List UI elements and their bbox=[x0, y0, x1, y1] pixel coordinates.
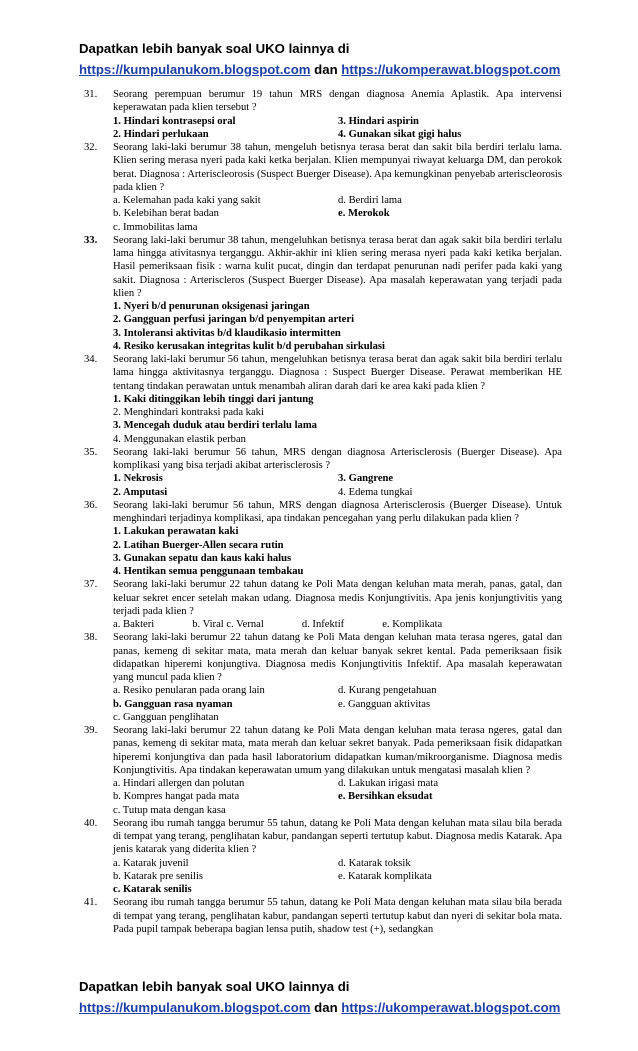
option: 1. Kaki ditinggikan lebih tinggi dari jantung bbox=[113, 393, 314, 405]
question-number: 41. bbox=[84, 897, 98, 909]
option: d. Kurang pengetahuan bbox=[338, 685, 437, 697]
question-number: 38. bbox=[84, 632, 98, 644]
question-stem: Seorang laki-laki berumur 56 tahun, mengeluhkan betisnya terasa berat dan agak sakit bila berdiri terlalu lama hingga aktivitasnya terganggu. Diagnosa : Suspect Buerger Disease. Perawat memberikan HE tentang tindakan perawatan untuk menambah aliran darah dari ke area kaki pada klien ? bbox=[113, 354, 562, 392]
option: 2. Gangguan perfusi jaringan b/d penyempitan arteri bbox=[113, 314, 355, 326]
page-header bbox=[79, 38, 599, 80]
header-promo-text: Dapatkan lebih banyak soal UKO lainnya di bbox=[79, 41, 350, 56]
header-link-kumpulanukom[interactable]: https://kumpulanukom.blogspot.com bbox=[79, 62, 311, 77]
question-stem: Seorang laki-laki berumur 56 tahun, MRS dengan diagnosa Arterisclerosis (Buerger Disease). Untuk menghindari terjadinya komplikasi, apa tindakan pencegahan yang perlu dilakukan pada klien ? bbox=[113, 499, 562, 524]
option-row bbox=[113, 115, 562, 128]
option: d. Berdiri lama bbox=[338, 195, 402, 206]
option: b. Viral c. Vernal bbox=[192, 619, 264, 630]
option-row bbox=[113, 698, 562, 711]
footer-links bbox=[79, 997, 599, 1018]
option: b. Kompres hangat pada mata bbox=[113, 791, 240, 803]
question-34 bbox=[84, 353, 562, 446]
header-links bbox=[79, 59, 599, 80]
option: d. Katarak toksik bbox=[338, 857, 411, 869]
question-number: 35. bbox=[84, 446, 98, 458]
footer-conjunction: dan bbox=[310, 1000, 342, 1015]
option-row bbox=[113, 486, 562, 499]
option: a. Bakteri bbox=[113, 619, 155, 630]
question-stem: Seorang laki-laki berumur 56 tahun, MRS dengan diagnosa Arterisclerosis (Buerger Disease). Apa komplikasi yang bisa terjadi akibat arterisclerosis ? bbox=[113, 446, 562, 471]
question-stem: Seorang laki-laki berumur 38 tahun, mengeluh betisnya terasa berat dan sakit bila berdiri terlalu lama. Klien sering merasa nyeri pada kaki ketka berjalan. Klien mempunyai riwayat keluarga DM, dan perokok berat. Diagnosa : Arteriscleorosis (Suspect Buerger Disease). Apa kemungkinan penyebab arteriscleorosis pada klien ? bbox=[113, 142, 562, 193]
option: 1. Nekrosis bbox=[113, 473, 163, 485]
option: 1. Nyeri b/d penurunan oksigenasi jaringan bbox=[113, 301, 310, 312]
option-row bbox=[113, 777, 562, 790]
page-footer bbox=[79, 976, 599, 1018]
option: 1. Lakukan perawatan kaki bbox=[113, 526, 239, 538]
question-number: 32. bbox=[84, 142, 98, 153]
question-37 bbox=[84, 578, 562, 631]
option-row bbox=[113, 711, 562, 724]
question-stem: Seorang laki-laki berumur 22 tahun datang ke Poli Mata dengan keluhan mata terasa ngeres, gatal dan panas, kemeng di sekitar mata, mata merah dan keluar sekret banyak. Pada pemeriksaan fisik didapatkan hiperemi konjungtiva dan pada hasil laboratorium didapatkan kuman/mikroorganisme. Diagnosa medis Konjungtivitis. Apa tindakan keperawatan umum yang dilakukan untuk mengatasi masalah klien ? bbox=[113, 725, 562, 776]
question-40 bbox=[84, 817, 562, 897]
option: 2. Menghindari kontraksi pada kaki bbox=[113, 407, 264, 418]
question-stem: Seorang perempuan berumur 19 tahun MRS dengan diagnosa Anemia Aplastik. Apa intervensi keperawatan pada klien tersebut ? bbox=[113, 89, 562, 114]
option: e. Katarak komplikata bbox=[338, 870, 432, 882]
question-33 bbox=[84, 234, 562, 353]
option-row bbox=[113, 128, 562, 141]
option: 4. Gunakan sikat gigi halus bbox=[338, 128, 462, 140]
option-answer: b. Gangguan rasa nyaman bbox=[113, 698, 233, 710]
question-36 bbox=[84, 499, 562, 579]
question-number: 40. bbox=[84, 817, 98, 829]
option: 3. Mencegah duduk atau berdiri terlalu lama bbox=[113, 420, 317, 432]
question-list bbox=[84, 88, 562, 936]
option-row bbox=[113, 790, 562, 803]
option-answer: c. Katarak senilis bbox=[113, 884, 192, 895]
option-row bbox=[113, 207, 562, 220]
option: 3. Hindari aspirin bbox=[338, 115, 419, 127]
option: c. Tutup mata dengan kasa bbox=[113, 804, 226, 816]
question-35 bbox=[84, 446, 562, 499]
question-number: 36. bbox=[84, 499, 98, 511]
question-number: 37. bbox=[84, 579, 98, 591]
question-41 bbox=[84, 896, 562, 936]
option: 3. Gangrene bbox=[338, 473, 394, 485]
question-number: 31. bbox=[84, 89, 98, 100]
question-stem: Seorang laki-laki berumur 22 tahun datang ke Poli Mata dengan keluhan mata terasa ngeres, gatal dan panas, kemeng di sekitar mata, mata merah dan keluar banyak sekret kental. Pada pemeriksaan fisik didapatkan hiperemi konjungtiva. Diagnosa medis Konjungtivitis Infektif. Apa masalah keperawatan yang muncul pada klien ? bbox=[113, 632, 562, 683]
question-stem: Seorang laki-laki berumur 38 tahun, mengeluhkan betisnya terasa berat dan agak sakit bila berdiri terlalu lama hingga ativitasnya terganggu. Akhir-akhir ini klien sering merasa nyeri pada kaki ketika berjalan. Hasil pemeriksaan fisik : warna kulit pucat, dingin dan terdapat penurunan nadi perifer pada kaki yang sakit. Diagnosa : Arteriscleros (Suspect Buerger Disease). Apa masalah keperawatan yang terjadi pada klien ? bbox=[113, 234, 562, 299]
option: b. Kelebihan berat badan bbox=[113, 208, 219, 220]
option-row bbox=[113, 804, 562, 817]
option-row bbox=[113, 194, 562, 207]
option: 1. Hindari kontrasepsi oral bbox=[113, 115, 236, 127]
option: e. Gangguan aktivitas bbox=[338, 698, 431, 710]
option-row bbox=[113, 870, 562, 883]
option: a. Katarak juvenil bbox=[113, 857, 189, 869]
option-row bbox=[113, 472, 562, 485]
option: a. Hindari allergen dan polutan bbox=[113, 778, 245, 789]
option: e. Komplikata bbox=[382, 619, 443, 630]
option: 4. Hentikan semua penggunaan tembakau bbox=[113, 566, 304, 577]
option-row bbox=[113, 857, 562, 870]
question-38 bbox=[84, 631, 562, 724]
question-39 bbox=[84, 724, 562, 817]
option-row bbox=[113, 221, 562, 234]
question-31 bbox=[84, 88, 562, 141]
option: a. Kelemahan pada kaki yang sakit bbox=[113, 195, 261, 206]
option-answer: e. Bersihkan eksudat bbox=[338, 791, 433, 803]
option: c. Immobilitas lama bbox=[113, 221, 198, 233]
question-stem: Seorang laki-laki berumur 22 tahun datang ke Poli Mata dengan keluhan mata merah, panas, gatal, dan keluar sekret encer setelah makan udang. Diagnosa medis Konjungtivitis. Apa jenis konjungtivitis yang terjadi pada klien ? bbox=[113, 579, 562, 617]
question-32 bbox=[84, 141, 562, 234]
question-number: 33. bbox=[84, 234, 98, 246]
option: d. Infektif bbox=[301, 619, 345, 630]
header-link-ukomperawat[interactable]: https://ukomperawat.blogspot.com bbox=[341, 62, 561, 77]
option-answer: e. Merokok bbox=[338, 208, 390, 220]
option: c. Gangguan penglihatan bbox=[113, 711, 219, 723]
option: 4. Menggunakan elastik perban bbox=[113, 433, 246, 445]
question-number: 34. bbox=[84, 354, 98, 365]
footer-promo-text: Dapatkan lebih banyak soal UKO lainnya di bbox=[79, 979, 350, 994]
footer-link-kumpulanukom[interactable]: https://kumpulanukom.blogspot.com bbox=[79, 1000, 311, 1015]
question-stem: Seorang ibu rumah tangga berumur 55 tahun, datang ke Poli Mata dengan keluhan mata silau bila berada di tempat yang terang, penglihatan kabur, pandangan seperti tertutup kabut. Diagnosa medis Katarak. Apa jenis katarak yang diderita klien ? bbox=[113, 817, 562, 856]
header-conjunction: dan bbox=[310, 62, 342, 77]
option: 4. Resiko kerusakan integritas kulit b/d perubahan sirkulasi bbox=[113, 340, 385, 352]
option: 2. Hindari perlukaan bbox=[113, 128, 209, 140]
option-row bbox=[113, 684, 562, 697]
option: 3. Intoleransi aktivitas b/d klaudikasio intermitten bbox=[113, 327, 341, 339]
question-number: 39. bbox=[84, 725, 98, 736]
option-row bbox=[113, 883, 562, 896]
option: 4. Edema tungkai bbox=[338, 486, 413, 498]
option: 2. Latihan Buerger-Allen secara rutin bbox=[113, 539, 284, 551]
option: 3. Gunakan sepatu dan kaus kaki halus bbox=[113, 552, 292, 564]
option: a. Resiko penularan pada orang lain bbox=[113, 685, 265, 697]
option-row bbox=[113, 618, 562, 631]
option: 2. Amputasi bbox=[113, 486, 168, 498]
footer-link-ukomperawat[interactable]: https://ukomperawat.blogspot.com bbox=[341, 1000, 561, 1015]
question-stem: Seorang ibu rumah tangga berumur 55 tahun, datang ke Poli Mata dengan keluhan mata silau bila berada di tempat yang terang, penglihatan kabur, pandangan seperti tertutup kabut dan nyeri di sekitar bola mata. Pada pupil tampak beberapa bagian lensa putih, shadow test (+), sedangkan bbox=[113, 897, 562, 935]
option: d. Lakukan irigasi mata bbox=[338, 778, 439, 789]
option: b. Katarak pre senilis bbox=[113, 870, 204, 882]
